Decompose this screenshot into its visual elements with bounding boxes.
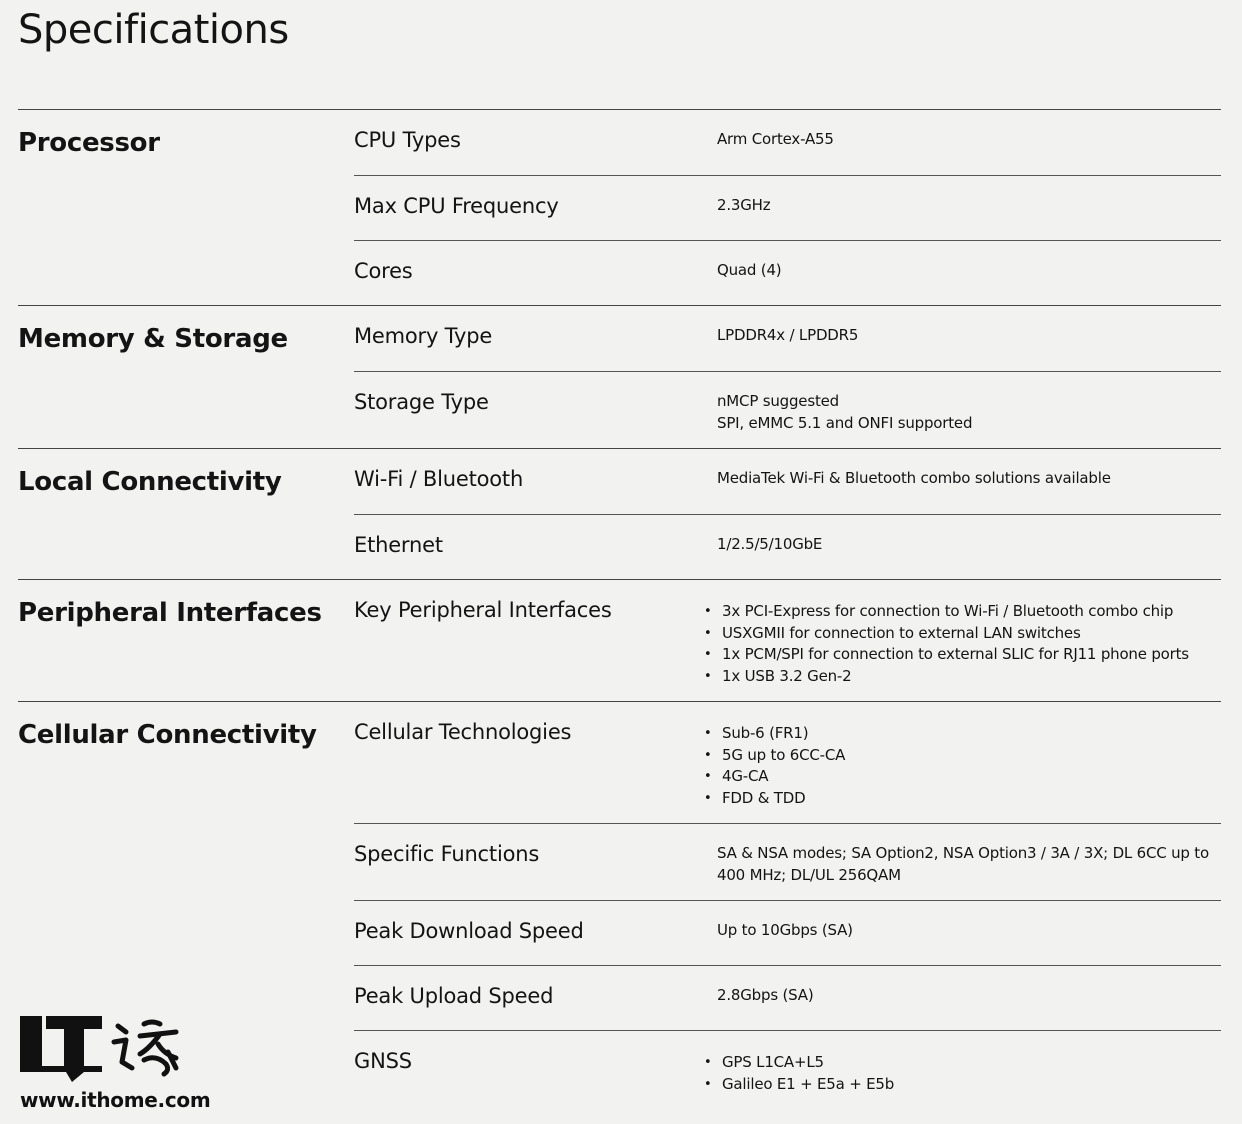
- spec-value: [717, 257, 1221, 282]
- spec-value-line: 2.3GHz: [717, 196, 771, 214]
- spec-bullet: • 1x USB 3.2 Gen-2: [709, 666, 1221, 688]
- spec-value-line: LPDDR4x / LPDDR5: [717, 326, 859, 344]
- spec-row: [354, 240, 1221, 305]
- spec-label: Storage Type: [354, 390, 489, 414]
- spec-bullet: • 3x PCI-Express for connection to Wi-Fi / Bluetooth combo chip: [709, 601, 1221, 623]
- spec-bullet: • 5G up to 6CC-CA: [709, 745, 1221, 767]
- section-title: Local Connectivity: [18, 467, 282, 497]
- section-title: Cellular Connectivity: [18, 720, 317, 750]
- spec-value: [717, 1047, 1221, 1095]
- spec-rows: [354, 449, 1221, 579]
- spec-row: [354, 580, 1221, 701]
- spec-value: [717, 192, 1221, 217]
- spec-rows: [354, 702, 1221, 1109]
- spec-row: [354, 702, 1221, 823]
- spec-value: [717, 388, 1221, 434]
- spec-row: [354, 110, 1221, 175]
- spec-bullet: • 4G-CA: [709, 766, 1221, 788]
- spec-bullet-list: [717, 1052, 1221, 1095]
- page-title: Specifications: [18, 7, 289, 53]
- spec-bullet: • Sub-6 (FR1): [709, 723, 1221, 745]
- spec-rows: [354, 580, 1221, 701]
- spec-row: [354, 823, 1221, 900]
- spec-label: GNSS: [354, 1049, 412, 1073]
- spec-label: Memory Type: [354, 324, 493, 348]
- spec-bullet-list: [717, 723, 1221, 809]
- ithome-watermark: [20, 1014, 211, 1114]
- ithome-logo-icon: [20, 1014, 185, 1086]
- spec-value-line: Up to 10Gbps (SA): [717, 921, 853, 939]
- spec-value-line: 1/2.5/5/10GbE: [717, 535, 823, 553]
- spec-value: [717, 840, 1221, 886]
- spec-label: CPU Types: [354, 128, 461, 152]
- spec-row: [354, 1030, 1221, 1109]
- spec-value: [717, 322, 1221, 347]
- spec-row: [354, 175, 1221, 240]
- spec-row: [354, 371, 1221, 448]
- spec-label: Peak Upload Speed: [354, 984, 554, 1008]
- spec-label: Cellular Technologies: [354, 720, 572, 744]
- spec-label: Peak Download Speed: [354, 919, 584, 943]
- spec-value-line: Arm Cortex-A55: [717, 130, 834, 148]
- spec-value: [717, 126, 1221, 151]
- spec-row: [354, 514, 1221, 579]
- spec-bullet: • FDD & TDD: [709, 788, 1221, 810]
- spec-value: [717, 596, 1221, 687]
- spec-section-peripheral-interfaces: [18, 579, 1221, 701]
- section-title: Peripheral Interfaces: [18, 598, 322, 628]
- spec-label: Cores: [354, 259, 413, 283]
- spec-value: [717, 718, 1221, 809]
- spec-bullet: • GPS L1CA+L5: [709, 1052, 1221, 1074]
- spec-section-cellular-connectivity: [18, 701, 1221, 1109]
- spec-bullet: • 1x PCM/SPI for connection to external SLIC for RJ11 phone ports: [709, 644, 1221, 666]
- spec-value: [717, 465, 1221, 490]
- spec-section-local-connectivity: [18, 448, 1221, 579]
- spec-value: [717, 917, 1221, 942]
- spec-section-memory-storage: [18, 305, 1221, 448]
- spec-row: [354, 306, 1221, 371]
- spec-label: Specific Functions: [354, 842, 540, 866]
- spec-value-line: Quad (4): [717, 261, 782, 279]
- spec-row: [354, 900, 1221, 965]
- spec-rows: [354, 110, 1221, 305]
- spec-value-line: SA & NSA modes; SA Option2, NSA Option3 / 3A / 3X; DL 6CC up to 400 MHz; DL/UL 256QAM: [717, 844, 1209, 884]
- spec-bullet: • USXGMII for connection to external LAN switches: [709, 623, 1221, 645]
- spec-bullet: • Galileo E1 + E5a + E5b: [709, 1074, 1221, 1096]
- spec-value-line: SPI, eMMC 5.1 and ONFI supported: [717, 413, 973, 432]
- spec-value-line: MediaTek Wi-Fi & Bluetooth combo solutions available: [717, 469, 1111, 487]
- spec-row: [354, 449, 1221, 514]
- spec-value-line: 2.8Gbps (SA): [717, 986, 814, 1004]
- spec-rows: [354, 306, 1221, 448]
- section-title: Processor: [18, 128, 160, 158]
- spec-value: [717, 531, 1221, 556]
- spec-label: Ethernet: [354, 533, 443, 557]
- spec-section-processor: [18, 109, 1221, 305]
- spec-label: Key Peripheral Interfaces: [354, 598, 612, 622]
- spec-label: Wi-Fi / Bluetooth: [354, 467, 524, 491]
- spec-value-line: nMCP suggested: [717, 392, 839, 410]
- spec-label: Max CPU Frequency: [354, 194, 559, 218]
- specifications-table: [18, 109, 1221, 1109]
- watermark-url: www.ithome.com: [20, 1088, 211, 1112]
- section-title: Memory & Storage: [18, 324, 288, 354]
- spec-bullet-list: [717, 601, 1221, 687]
- spec-row: [354, 965, 1221, 1030]
- spec-value: [717, 982, 1221, 1007]
